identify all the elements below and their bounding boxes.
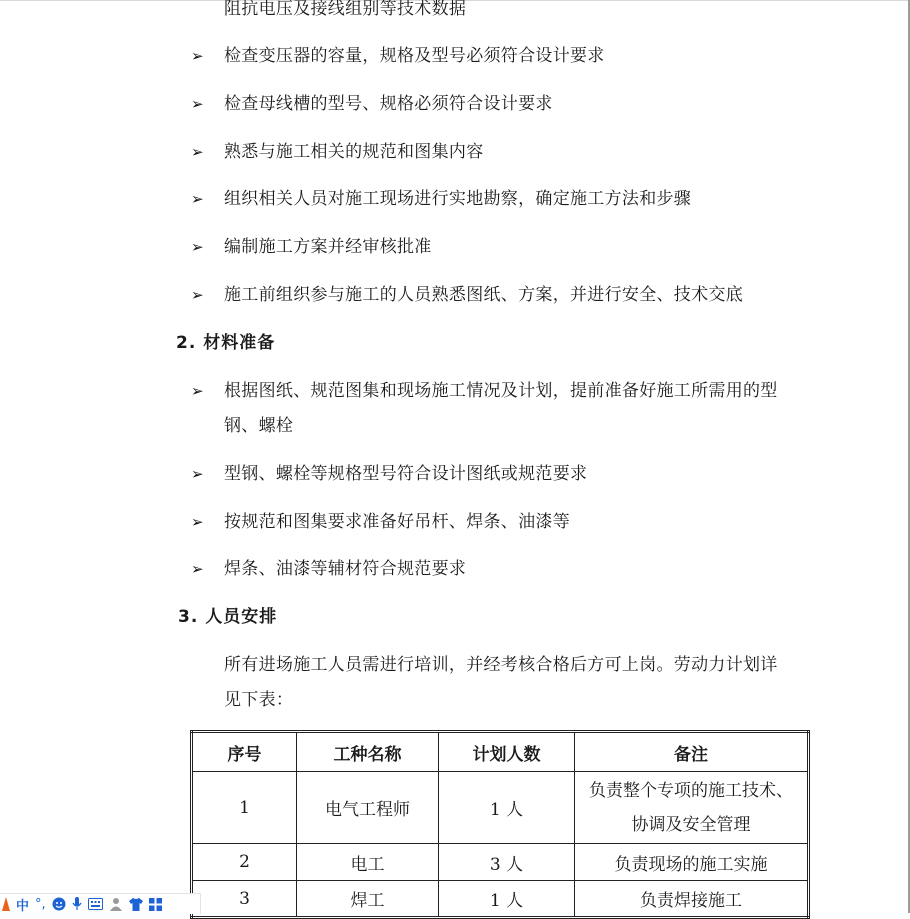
row-remark: [575, 772, 809, 844]
table-header-row: [192, 732, 809, 772]
header-cell: 工种名称: [297, 732, 439, 772]
list-item: 焊条、油漆等辅材符合规范要求: [224, 559, 467, 579]
section-heading: 2. 材料准备: [176, 333, 276, 353]
bullet-icon: ➢: [191, 286, 204, 304]
grid-icon[interactable]: [149, 895, 162, 913]
remark-line: 协调及安全管理: [631, 814, 751, 835]
ime-toolbar: [0, 893, 201, 914]
header-cell: 备注: [575, 732, 809, 772]
remark-line: 负责整个专项的施工技术、: [589, 780, 793, 801]
bullet-icon: ➢: [191, 382, 204, 400]
intro-fragment: 阻抗电压及接线组别等技术数据: [224, 0, 467, 19]
row-number: 3: [192, 881, 297, 918]
row-worker-type: 电气工程师: [297, 772, 439, 844]
section-heading: 3. 人员安排: [178, 607, 278, 627]
labor-plan-table: [190, 730, 810, 919]
table-row: [192, 881, 809, 918]
row-remark: 负责现场的施工实施: [575, 844, 809, 881]
list-item-continuation: 钢、螺栓: [224, 416, 294, 436]
row-number: 1: [192, 772, 297, 844]
keyboard-icon[interactable]: [88, 895, 103, 913]
bullet-icon: ➢: [191, 95, 204, 113]
list-item: 组织相关人员对施工现场进行实地勘察，确定施工方法和步骤: [224, 189, 692, 209]
list-item: 熟悉与施工相关的规范和图集内容: [224, 142, 484, 162]
logo-icon[interactable]: [2, 895, 10, 913]
list-item: 根据图纸、规范图集和现场施工情况及计划，提前准备好施工所需用的型: [224, 381, 778, 401]
bullet-icon: ➢: [191, 560, 204, 578]
row-worker-type: 电工: [297, 844, 439, 881]
bullet-icon: ➢: [191, 465, 204, 483]
row-count: 1 人: [439, 772, 575, 844]
bullet-icon: ➢: [191, 190, 204, 208]
bullet-icon: ➢: [191, 143, 204, 161]
header-cell: 序号: [192, 732, 297, 772]
bullet-icon: ➢: [191, 238, 204, 256]
list-item: 检查母线槽的型号、规格必须符合设计要求: [224, 94, 553, 114]
row-count: 3 人: [439, 844, 575, 881]
ime-mode-toggle[interactable]: 中: [16, 898, 30, 914]
shirt-icon[interactable]: [129, 895, 143, 913]
list-item: 按规范和图集要求准备好吊杆、焊条、油漆等: [224, 512, 570, 532]
user-icon[interactable]: [109, 895, 123, 913]
bullet-icon: ➢: [191, 513, 204, 531]
emoji-icon[interactable]: [52, 895, 66, 913]
header-cell: 计划人数: [439, 732, 575, 772]
paragraph-line: 见下表：: [224, 690, 294, 710]
paragraph-line: 所有进场施工人员需进行培训，并经考核合格后方可上岗。劳动力计划详: [224, 655, 778, 675]
table-row: [192, 844, 809, 881]
microphone-icon[interactable]: [72, 895, 82, 913]
table-row: [192, 772, 809, 844]
list-item: 型钢、螺栓等规格型号符合设计图纸或规范要求: [224, 464, 588, 484]
bullet-icon: ➢: [191, 47, 204, 65]
row-number: 2: [192, 844, 297, 881]
row-worker-type: 焊工: [297, 881, 439, 918]
punctuation-toggle[interactable]: °,: [35, 896, 46, 912]
list-item: 施工前组织参与施工的人员熟悉图纸、方案，并进行安全、技术交底: [224, 285, 743, 305]
row-remark: 负责焊接施工: [575, 881, 809, 918]
list-item: 编制施工方案并经审核批准: [224, 237, 432, 257]
list-item: 检查变压器的容量，规格及型号必须符合设计要求: [224, 46, 605, 66]
row-count: 1 人: [439, 881, 575, 918]
